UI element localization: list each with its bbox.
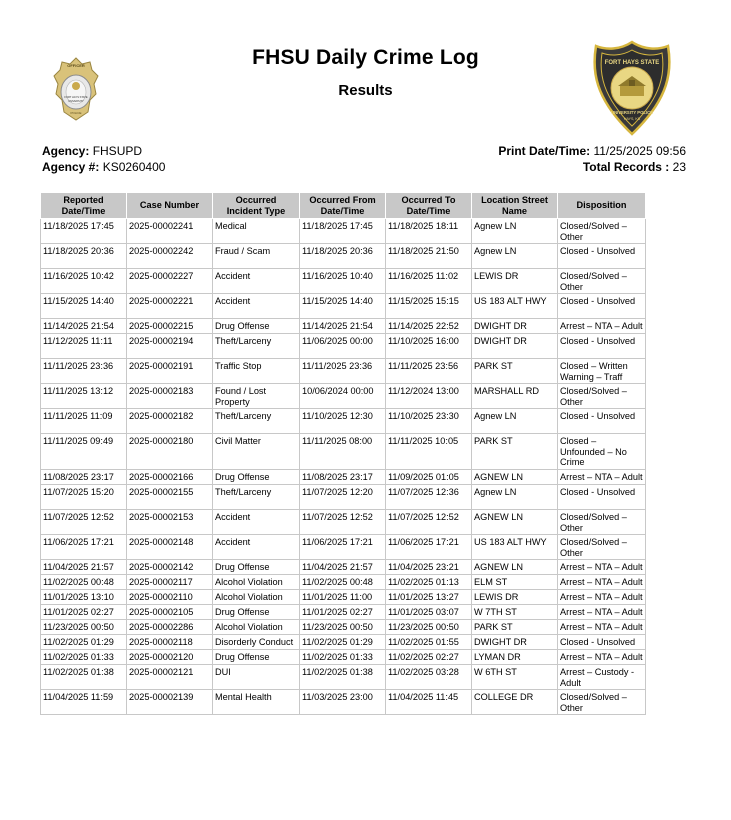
cell-occurred-to: 11/07/2025 12:52 [386, 510, 472, 535]
table-row [41, 434, 646, 470]
cell-location-street: AGNEW LN [472, 510, 558, 535]
university-police-badge-logo [592, 40, 672, 136]
cell-incident-type: Civil Matter [213, 434, 300, 470]
cell-occurred-from: 11/11/2025 23:36 [300, 359, 386, 384]
header-occurred-from: Occurred From Date/Time [300, 193, 386, 219]
cell-reported-datetime: 11/01/2025 02:27 [41, 605, 127, 620]
cell-case-number: 2025-00002121 [127, 665, 213, 690]
cell-disposition: Closed - Unsolved [558, 334, 646, 359]
cell-incident-type: Drug Offense [213, 319, 300, 334]
cell-location-street: W 6TH ST [472, 665, 558, 690]
cell-occurred-from: 11/01/2025 02:27 [300, 605, 386, 620]
cell-occurred-to: 11/11/2025 23:56 [386, 359, 472, 384]
cell-location-street: AGNEW LN [472, 560, 558, 575]
cell-reported-datetime: 11/11/2025 23:36 [41, 359, 127, 384]
print-datetime-value: 11/25/2025 09:56 [593, 144, 686, 158]
cell-occurred-from: 11/04/2025 21:57 [300, 560, 386, 575]
cell-case-number: 2025-00002139 [127, 690, 213, 715]
cell-reported-datetime: 11/02/2025 01:29 [41, 635, 127, 650]
total-records-value: 23 [672, 160, 686, 174]
svg-text:POLICE: POLICE [70, 111, 82, 115]
cell-reported-datetime: 11/11/2025 13:12 [41, 384, 127, 409]
cell-incident-type: Theft/Larceny [213, 409, 300, 434]
cell-incident-type: Drug Offense [213, 470, 300, 485]
cell-occurred-to: 11/12/2024 13:00 [386, 384, 472, 409]
cell-disposition: Closed - Unsolved [558, 635, 646, 650]
cell-location-street: PARK ST [472, 359, 558, 384]
table-row [41, 535, 646, 560]
cell-disposition: Arrest – NTA – Adult [558, 319, 646, 334]
cell-location-street: W 7TH ST [472, 605, 558, 620]
table-row [41, 620, 646, 635]
table-row [41, 319, 646, 334]
table-row [41, 605, 646, 620]
cell-occurred-from: 11/14/2025 21:54 [300, 319, 386, 334]
cell-occurred-from: 11/10/2025 12:30 [300, 409, 386, 434]
cell-case-number: 2025-00002110 [127, 590, 213, 605]
cell-disposition: Arrest – NTA – Adult [558, 620, 646, 635]
svg-text:FORT HAYS STATE: FORT HAYS STATE [604, 60, 660, 66]
cell-occurred-to: 11/01/2025 13:27 [386, 590, 472, 605]
cell-case-number: 2025-00002221 [127, 294, 213, 319]
cell-disposition: Closed/Solved – Other [558, 535, 646, 560]
cell-case-number: 2025-00002191 [127, 359, 213, 384]
table-row [41, 510, 646, 535]
cell-occurred-from: 11/02/2025 00:48 [300, 575, 386, 590]
cell-occurred-from: 11/06/2025 00:00 [300, 334, 386, 359]
svg-text:HAYS, KS: HAYS, KS [623, 117, 641, 121]
cell-case-number: 2025-00002227 [127, 269, 213, 294]
cell-occurred-to: 11/02/2025 03:28 [386, 665, 472, 690]
cell-reported-datetime: 11/12/2025 11:11 [41, 334, 127, 359]
header-incident-type: Occurred Incident Type [213, 193, 300, 219]
cell-location-street: US 183 ALT HWY [472, 535, 558, 560]
cell-occurred-to: 11/23/2025 00:50 [386, 620, 472, 635]
table-row [41, 359, 646, 384]
cell-occurred-to: 11/18/2025 21:50 [386, 244, 472, 269]
cell-disposition: Closed - Unsolved [558, 244, 646, 269]
table-row [41, 590, 646, 605]
cell-occurred-from: 11/11/2025 08:00 [300, 434, 386, 470]
print-info [498, 143, 686, 175]
table-row [41, 560, 646, 575]
cell-occurred-to: 11/07/2025 12:36 [386, 485, 472, 510]
cell-case-number: 2025-00002241 [127, 219, 213, 244]
cell-incident-type: Accident [213, 294, 300, 319]
svg-text:UNIVERSITY POLICE: UNIVERSITY POLICE [611, 110, 653, 115]
cell-incident-type: Found / Lost Property [213, 384, 300, 409]
cell-occurred-to: 11/11/2025 10:05 [386, 434, 472, 470]
header-occurred-to: Occurred To Date/Time [386, 193, 472, 219]
table-row [41, 470, 646, 485]
cell-disposition: Closed/Solved – Other [558, 690, 646, 715]
header-disposition: Disposition [558, 193, 646, 219]
cell-location-street: LYMAN DR [472, 650, 558, 665]
cell-case-number: 2025-00002215 [127, 319, 213, 334]
cell-occurred-from: 11/02/2025 01:38 [300, 665, 386, 690]
cell-location-street: MARSHALL RD [472, 384, 558, 409]
cell-disposition: Closed - Unsolved [558, 485, 646, 510]
cell-incident-type: Alcohol Violation [213, 575, 300, 590]
cell-occurred-from: 11/23/2025 00:50 [300, 620, 386, 635]
cell-case-number: 2025-00002182 [127, 409, 213, 434]
cell-incident-type: Traffic Stop [213, 359, 300, 384]
svg-text:UNIVERSITY: UNIVERSITY [68, 100, 84, 103]
cell-location-street: Agnew LN [472, 244, 558, 269]
cell-occurred-to: 11/18/2025 18:11 [386, 219, 472, 244]
cell-incident-type: Theft/Larceny [213, 334, 300, 359]
cell-incident-type: DUI [213, 665, 300, 690]
table-row [41, 384, 646, 409]
cell-occurred-from: 11/02/2025 01:29 [300, 635, 386, 650]
header-reported-datetime: Reported Date/Time [41, 193, 127, 219]
cell-disposition: Arrest – NTA – Adult [558, 470, 646, 485]
header-case-number: Case Number [127, 193, 213, 219]
svg-text:OFFICER: OFFICER [67, 63, 85, 68]
cell-occurred-to: 11/10/2025 23:30 [386, 409, 472, 434]
table-row [41, 294, 646, 319]
cell-occurred-from: 11/08/2025 23:17 [300, 470, 386, 485]
cell-case-number: 2025-00002242 [127, 244, 213, 269]
table-row [41, 650, 646, 665]
cell-occurred-to: 11/14/2025 22:52 [386, 319, 472, 334]
svg-text:FORT HAYS STATE: FORT HAYS STATE [64, 96, 88, 99]
cell-disposition: Arrest – NTA – Adult [558, 575, 646, 590]
cell-case-number: 2025-00002153 [127, 510, 213, 535]
total-records-label: Total Records : [582, 160, 670, 174]
table-row [41, 485, 646, 510]
cell-location-street: US 183 ALT HWY [472, 294, 558, 319]
cell-disposition: Closed/Solved – Other [558, 269, 646, 294]
cell-reported-datetime: 11/18/2025 20:36 [41, 244, 127, 269]
cell-occurred-from: 11/03/2025 23:00 [300, 690, 386, 715]
cell-location-street: PARK ST [472, 620, 558, 635]
cell-occurred-from: 11/15/2025 14:40 [300, 294, 386, 319]
cell-reported-datetime: 11/14/2025 21:54 [41, 319, 127, 334]
cell-case-number: 2025-00002194 [127, 334, 213, 359]
agency-value: FHSUPD [92, 144, 143, 158]
cell-case-number: 2025-00002183 [127, 384, 213, 409]
cell-occurred-to: 11/02/2025 01:13 [386, 575, 472, 590]
cell-reported-datetime: 11/04/2025 21:57 [41, 560, 127, 575]
cell-reported-datetime: 11/01/2025 13:10 [41, 590, 127, 605]
table-row [41, 334, 646, 359]
cell-incident-type: Alcohol Violation [213, 590, 300, 605]
cell-incident-type: Medical [213, 219, 300, 244]
cell-disposition: Arrest – NTA – Adult [558, 560, 646, 575]
cell-occurred-to: 11/04/2025 11:45 [386, 690, 472, 715]
cell-occurred-to: 11/16/2025 11:02 [386, 269, 472, 294]
agency-label: Agency: [42, 144, 90, 158]
cell-occurred-from: 10/06/2024 00:00 [300, 384, 386, 409]
cell-disposition: Arrest – Custody - Adult [558, 665, 646, 690]
cell-reported-datetime: 11/02/2025 01:33 [41, 650, 127, 665]
cell-occurred-from: 11/18/2025 20:36 [300, 244, 386, 269]
cell-incident-type: Disorderly Conduct [213, 635, 300, 650]
agency-info [42, 143, 165, 175]
cell-case-number: 2025-00002142 [127, 560, 213, 575]
cell-location-street: Agnew LN [472, 219, 558, 244]
cell-reported-datetime: 11/07/2025 15:20 [41, 485, 127, 510]
cell-reported-datetime: 11/02/2025 01:38 [41, 665, 127, 690]
header-location: Location Street Name [472, 193, 558, 219]
cell-incident-type: Drug Offense [213, 560, 300, 575]
cell-incident-type: Drug Offense [213, 605, 300, 620]
table-row [41, 575, 646, 590]
cell-reported-datetime: 11/02/2025 00:48 [41, 575, 127, 590]
table-row [41, 409, 646, 434]
cell-case-number: 2025-00002286 [127, 620, 213, 635]
crime-log-table [40, 192, 646, 715]
cell-location-street: ELM ST [472, 575, 558, 590]
cell-case-number: 2025-00002118 [127, 635, 213, 650]
cell-case-number: 2025-00002148 [127, 535, 213, 560]
cell-reported-datetime: 11/11/2025 09:49 [41, 434, 127, 470]
cell-case-number: 2025-00002155 [127, 485, 213, 510]
agency-number-value: KS0260400 [102, 160, 166, 174]
cell-incident-type: Accident [213, 269, 300, 294]
cell-reported-datetime: 11/23/2025 00:50 [41, 620, 127, 635]
cell-location-street: Agnew LN [472, 409, 558, 434]
table-row [41, 665, 646, 690]
cell-occurred-to: 11/02/2025 02:27 [386, 650, 472, 665]
cell-occurred-from: 11/16/2025 10:40 [300, 269, 386, 294]
cell-reported-datetime: 11/04/2025 11:59 [41, 690, 127, 715]
cell-occurred-to: 11/10/2025 16:00 [386, 334, 472, 359]
cell-occurred-from: 11/07/2025 12:20 [300, 485, 386, 510]
cell-case-number: 2025-00002105 [127, 605, 213, 620]
table-row [41, 244, 646, 269]
cell-reported-datetime: 11/06/2025 17:21 [41, 535, 127, 560]
cell-case-number: 2025-00002117 [127, 575, 213, 590]
cell-location-street: DWIGHT DR [472, 635, 558, 650]
cell-incident-type: Mental Health [213, 690, 300, 715]
cell-occurred-to: 11/01/2025 03:07 [386, 605, 472, 620]
table-row [41, 690, 646, 715]
cell-incident-type: Theft/Larceny [213, 485, 300, 510]
cell-disposition: Arrest – NTA – Adult [558, 605, 646, 620]
cell-occurred-to: 11/04/2025 23:21 [386, 560, 472, 575]
cell-reported-datetime: 11/15/2025 14:40 [41, 294, 127, 319]
cell-occurred-to: 11/09/2025 01:05 [386, 470, 472, 485]
cell-incident-type: Accident [213, 535, 300, 560]
cell-location-street: AGNEW LN [472, 470, 558, 485]
cell-reported-datetime: 11/07/2025 12:52 [41, 510, 127, 535]
cell-case-number: 2025-00002120 [127, 650, 213, 665]
cell-disposition: Closed – Written Warning – Traff [558, 359, 646, 384]
table-row [41, 635, 646, 650]
cell-case-number: 2025-00002180 [127, 434, 213, 470]
cell-occurred-to: 11/02/2025 01:55 [386, 635, 472, 650]
cell-location-street: DWIGHT DR [472, 319, 558, 334]
cell-incident-type: Accident [213, 510, 300, 535]
cell-occurred-from: 11/01/2025 11:00 [300, 590, 386, 605]
cell-occurred-to: 11/06/2025 17:21 [386, 535, 472, 560]
table-row [41, 219, 646, 244]
cell-occurred-to: 11/15/2025 15:15 [386, 294, 472, 319]
cell-disposition: Arrest – NTA – Adult [558, 590, 646, 605]
cell-disposition: Arrest – NTA – Adult [558, 650, 646, 665]
cell-location-street: DWIGHT DR [472, 334, 558, 359]
cell-occurred-from: 11/07/2025 12:52 [300, 510, 386, 535]
table-header-row [41, 193, 646, 219]
print-datetime-label: Print Date/Time: [498, 144, 591, 158]
cell-location-street: LEWIS DR [472, 269, 558, 294]
cell-incident-type: Alcohol Violation [213, 620, 300, 635]
cell-disposition: Closed/Solved – Other [558, 510, 646, 535]
cell-reported-datetime: 11/11/2025 11:09 [41, 409, 127, 434]
cell-disposition: Closed/Solved – Other [558, 384, 646, 409]
page-title: FHSU Daily Crime Log [252, 46, 479, 69]
cell-reported-datetime: 11/16/2025 10:42 [41, 269, 127, 294]
cell-occurred-from: 11/18/2025 17:45 [300, 219, 386, 244]
cell-disposition: Closed - Unsolved [558, 294, 646, 319]
cell-location-street: PARK ST [472, 434, 558, 470]
cell-location-street: Agnew LN [472, 485, 558, 510]
cell-location-street: COLLEGE DR [472, 690, 558, 715]
cell-location-street: LEWIS DR [472, 590, 558, 605]
cell-incident-type: Fraud / Scam [213, 244, 300, 269]
cell-disposition: Closed – Unfounded – No Crime [558, 434, 646, 470]
cell-reported-datetime: 11/08/2025 23:17 [41, 470, 127, 485]
agency-number-label: Agency #: [42, 160, 100, 174]
cell-occurred-from: 11/06/2025 17:21 [300, 535, 386, 560]
cell-disposition: Closed - Unsolved [558, 409, 646, 434]
cell-reported-datetime: 11/18/2025 17:45 [41, 219, 127, 244]
cell-incident-type: Drug Offense [213, 650, 300, 665]
table-row [41, 269, 646, 294]
cell-disposition: Closed/Solved – Other [558, 219, 646, 244]
cell-occurred-from: 11/02/2025 01:33 [300, 650, 386, 665]
page-subtitle: Results [338, 82, 393, 99]
cell-case-number: 2025-00002166 [127, 470, 213, 485]
